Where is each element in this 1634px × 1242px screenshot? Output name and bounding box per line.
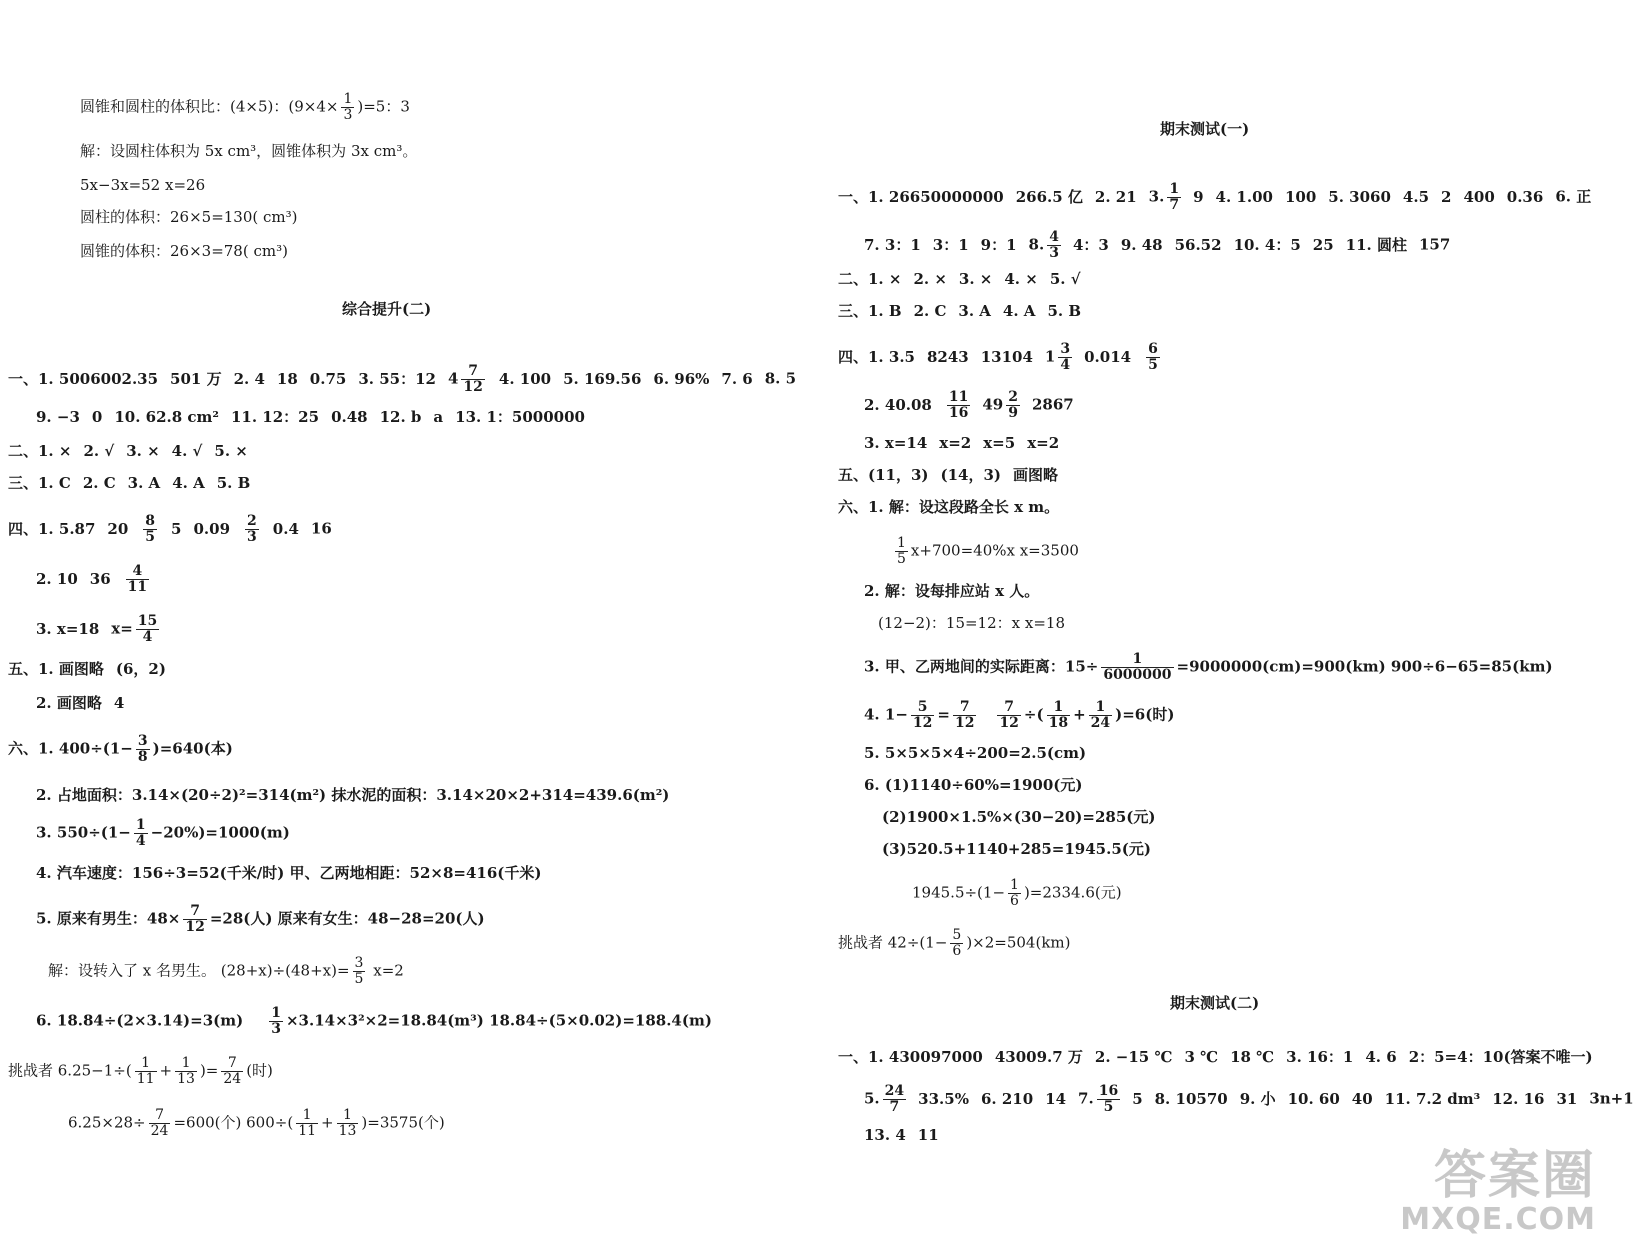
fraction: $\frac{1}{4}$: [135, 817, 146, 849]
left-s6-5: 5. 原来有男生：48× $\frac{7}{12}$ =28(人) 原来有女生：48−28=20(人): [36, 903, 485, 935]
right-t2-row3: 13. 4 11: [864, 1126, 939, 1144]
fraction: $\frac{1}{11}$: [298, 1107, 317, 1139]
right-s4-row3: 3. x=14 x=2 x=5 x=2: [864, 434, 1060, 452]
left-s6-2: 2. 占地面积：3.14×(20÷2)²=314(m²) 抹水泥的面积：3.14×20×2+314=439.6(m²): [36, 786, 670, 804]
fraction: $\frac{1}{3}$: [271, 1005, 281, 1037]
left-s1-row2: 9. −3 0 10. 62.8 cm² 11. 12：25 0.48 12. b a 13. 1：5000000: [36, 408, 585, 426]
left-s4-row3: 3. x=18 x= $\frac{15}{4}$: [36, 613, 158, 645]
section-title-left: 综合提升(二): [342, 300, 432, 318]
fraction: $\frac{11}{16}$: [948, 389, 969, 421]
left-s5-row2: 2. 画图略 4: [36, 694, 125, 712]
right-s4-row1: 四、1. 3.5 8243 13104 1 $\frac{3}{4}$ 0.014 $\frac{6}{5}$: [838, 341, 1158, 373]
watermark-logo: 答案圈 MXQE.COM: [1400, 1146, 1596, 1237]
fraction: $\frac{3}{4}$: [1060, 341, 1071, 373]
fraction: $\frac{16}{5}$: [1098, 1083, 1119, 1115]
right-t2-row2: 5. $\frac{24}{7}$ 33.5% 6. 210 14 7. $\frac{16}{5}$ 5 8. 10570 9. 小 10. 60 40 11. 7.2 dm³ 12. 16 31 3n+1: [864, 1083, 1634, 1115]
fraction: $\frac{1}{13}$: [338, 1107, 357, 1139]
fraction: $\frac{2}{9}$: [1008, 389, 1018, 421]
fraction: $\frac{7}{12}$: [999, 699, 1019, 731]
right-s6-5: 5. 5×5×5×4÷200=2.5(cm): [864, 744, 1087, 762]
right-s6-1-eq: $\frac{1}{5}$ x+700=40%x x=3500: [897, 535, 1079, 567]
left-s4-row1: 四、1. 5.87 20 $\frac{8}{5}$ 5 0.09 $\frac{2}{3}$ 0.4 16: [8, 513, 332, 545]
fraction: $\frac{1}{13}$: [177, 1055, 195, 1087]
fraction: $\frac{7}{24}$: [150, 1107, 169, 1139]
left-top-line-1: 圆锥和圆柱的体积比：(4×5)：(9×4× $\frac{1}{3}$ )=5：3: [80, 91, 410, 123]
left-top-line-4: 圆柱的体积：26×5=130( cm³): [80, 208, 298, 226]
fraction: $\frac{1}{18}$: [1048, 699, 1069, 731]
fraction: $\frac{5}{6}$: [952, 927, 962, 959]
left-challenge-2: 6.25×28÷ $\frac{7}{24}$ =600(个) 600÷( $\frac{1}{11}$ + $\frac{1}{13}$ )=3575(个): [68, 1107, 445, 1139]
fraction: $\frac{3}{8}$: [137, 733, 148, 765]
left-s6-5-solution: 解：设转入了 x 名男生。 (28+x)÷(48+x)= $\frac{3}{5}$ x=2: [48, 955, 404, 987]
right-s6-6c: (3)520.5+1140+285=1945.5(元): [882, 840, 1151, 858]
left-s6-6: 6. 18.84÷(2×3.14)=3(m) $\frac{1}{3}$ ×3.14×3²×2=18.84(m³) 18.84÷(5×0.02)=188.4(m): [36, 1005, 712, 1037]
left-s2: 二、1. × 2. √ 3. × 4. √ 5. ×: [8, 442, 248, 460]
right-s1-row1: 一、1. 26650000000 266.5 亿 2. 21 3. $\frac{1}{7}$ 9 4. 1.00 100 5. 3060 4.5 2 400 0.36 6. 正: [838, 181, 1592, 213]
fraction: $\frac{1}{11}$: [136, 1055, 155, 1087]
section-title-right-2: 期末测试(二): [1170, 994, 1260, 1012]
fraction: $\frac{1}{3}$: [343, 91, 353, 123]
right-s6-1: 六、1. 解：设这段路全长 x m。: [838, 498, 1060, 516]
right-challenge: 挑战者 42÷(1− $\frac{5}{6}$ )×2=504(km): [838, 927, 1071, 959]
fraction: $\frac{1}{7}$: [1169, 181, 1180, 213]
fraction: $\frac{7}{12}$: [954, 699, 975, 731]
fraction: $\frac{15}{4}$: [137, 613, 158, 645]
fraction: $\frac{5}{12}$: [912, 699, 933, 731]
right-s6-2-eq: (12−2)：15=12：x x=18: [878, 614, 1065, 632]
fraction: $\frac{4}{11}$: [127, 563, 148, 595]
fraction: $\frac{7}{12}$: [463, 363, 483, 395]
left-s6-4: 4. 汽车速度：156÷3=52(千米/时) 甲、乙两地相距：52×8=416(千米): [36, 864, 542, 882]
right-s6-6a: 6. (1)1140÷60%=1900(元): [864, 776, 1083, 794]
left-s4-row2: 2. 10 36 $\frac{4}{11}$: [36, 563, 148, 595]
right-t2-row1: 一、1. 430097000 43009.7 万 2. −15 ℃ 3 ℃ 18 ℃ 3. 16：1 4. 6 2：5=4：10(答案不唯一): [838, 1048, 1593, 1066]
section-title-right-1: 期末测试(一): [1160, 120, 1250, 138]
right-s6-6b: (2)1900×1.5%×(30−20)=285(元): [882, 808, 1156, 826]
fraction: $\frac{1}{24}$: [1090, 699, 1111, 731]
right-s4-row2: 2. 40.08 $\frac{11}{16}$ 49 $\frac{2}{9}$ 2867: [864, 389, 1074, 421]
left-s6-1: 六、1. 400÷(1− $\frac{3}{8}$ )=640(本): [8, 733, 233, 765]
left-challenge-1: 挑战者 6.25−1÷( $\frac{1}{11}$ + $\frac{1}{13}$ )= $\frac{7}{24}$ (时): [8, 1055, 273, 1087]
fraction: $\frac{6}{5}$: [1148, 341, 1158, 373]
fraction: $\frac{3}{5}$: [354, 955, 364, 987]
right-s6-6d: 1945.5÷(1− $\frac{1}{6}$ )=2334.6(元): [912, 877, 1122, 909]
right-s6-2: 2. 解：设每排应站 x 人。: [864, 582, 1040, 600]
right-s3: 三、1. B 2. C 3. A 4. A 5. B: [838, 302, 1082, 320]
fraction: $\frac{8}{5}$: [145, 513, 156, 545]
left-top-line-2: 解：设圆柱体积为 5x cm³，圆锥体积为 3x cm³。: [80, 142, 418, 160]
right-s2: 二、1. × 2. × 3. × 4. × 5. √: [838, 270, 1081, 288]
fraction: $\frac{1}{5}$: [897, 535, 906, 567]
left-s1-row1: 一、1. 5006002.35 501 万 2. 4 18 0.75 3. 55：12 4 $\frac{7}{12}$ 4. 100 5. 169.56 6. 96% 7. 6 8. 5: [8, 363, 797, 395]
right-s5: 五、(11，3) (14，3) 画图略: [838, 466, 1059, 484]
fraction: $\frac{1}{6000000}$: [1103, 651, 1172, 683]
left-s5-row1: 五、1. 画图略 (6，2): [8, 660, 166, 678]
fraction: $\frac{7}{12}$: [185, 903, 205, 935]
fraction: $\frac{2}{3}$: [247, 513, 257, 545]
fraction: $\frac{24}{7}$: [884, 1083, 905, 1115]
left-s6-3: 3. 550÷(1− $\frac{1}{4}$ −20%)=1000(m): [36, 817, 290, 849]
fraction: $\frac{7}{24}$: [223, 1055, 242, 1087]
left-top-line-3: 5x−3x=52 x=26: [80, 176, 206, 194]
fraction: $\frac{1}{6}$: [1010, 877, 1019, 909]
right-s6-3: 3. 甲、乙两地间的实际距离：15÷ $\frac{1}{6000000}$ =9000000(cm)=900(km) 900÷6−65=85(km): [864, 651, 1553, 683]
right-s1-row2: 7. 3：1 3：1 9：1 8. $\frac{4}{3}$ 4：3 9. 48 56.52 10. 4：5 25 11. 圆柱 157: [864, 229, 1451, 261]
fraction: $\frac{4}{3}$: [1049, 229, 1059, 261]
left-top-line-5: 圆锥的体积：26×3=78( cm³): [80, 242, 288, 260]
left-s3: 三、1. C 2. C 3. A 4. A 5. B: [8, 474, 251, 492]
right-s6-4: 4. 1− $\frac{5}{12}$ = $\frac{7}{12}$ $\frac{7}{12}$ ÷( $\frac{1}{18}$ + $\frac{1}{24}$ )=6(时): [864, 699, 1175, 731]
